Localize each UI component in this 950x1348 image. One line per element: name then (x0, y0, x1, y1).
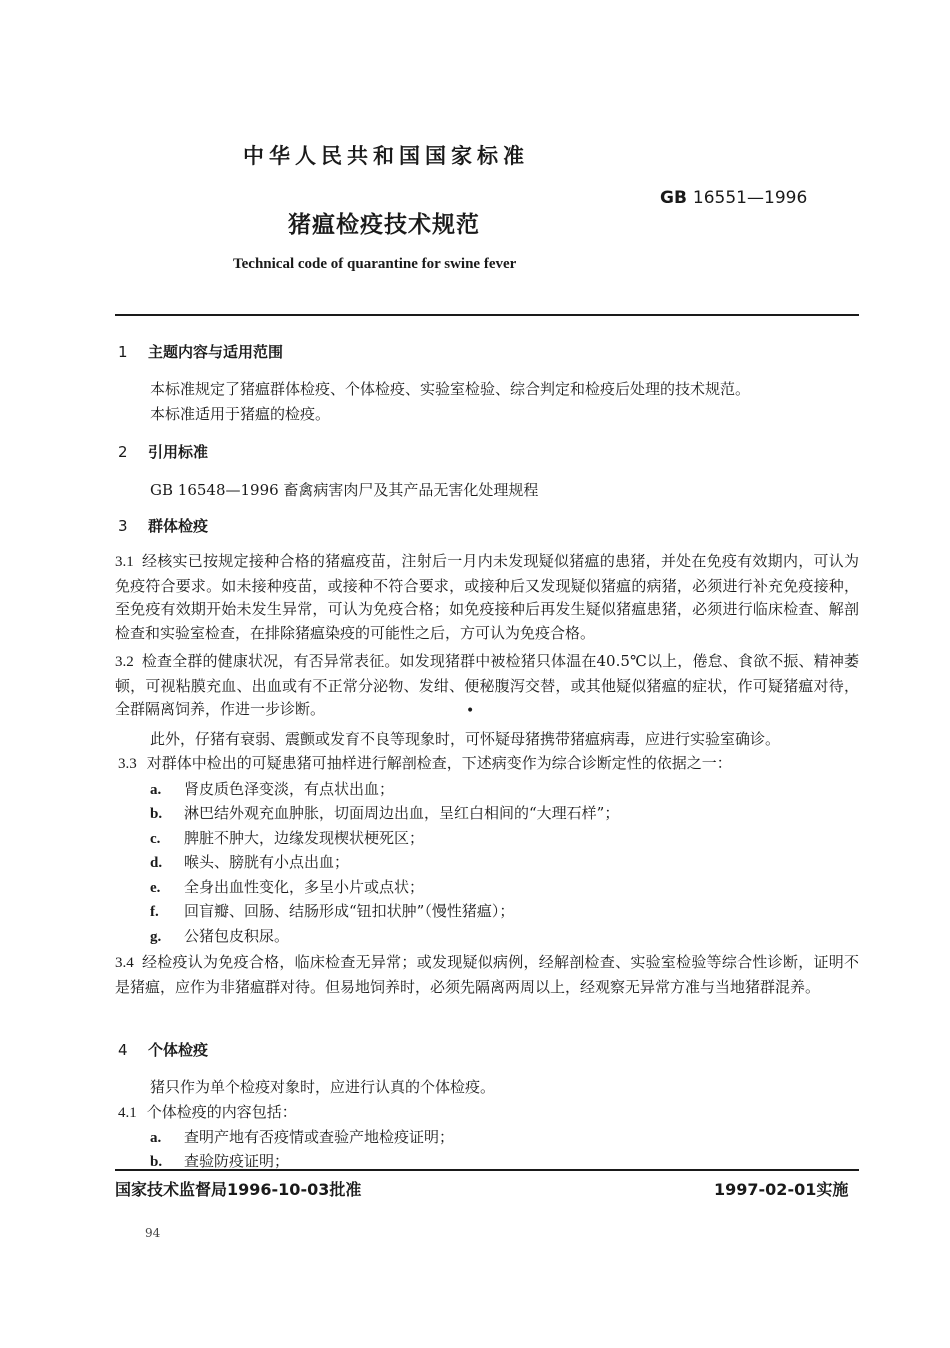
clause-3-3-text: 对群体中检出的可疑患猪可抽样进行解剖检查，下述病变作为综合诊断定性的依据之一： (146, 754, 732, 772)
list-item (150, 1126, 454, 1147)
list-text: 全身出血性变化，多呈小片或点状； (184, 878, 425, 896)
list-marker: b. (150, 806, 163, 822)
list-marker: f. (150, 904, 159, 920)
clause-3-4 (115, 951, 859, 999)
section-2-title: 引用标准 (148, 443, 209, 461)
clause-4-1-number: 4.1 (118, 1105, 137, 1121)
list-item (150, 876, 424, 897)
section-1-number: 1 (118, 343, 128, 361)
section-1-paragraph-1: 本标准规定了猪瘟群体检疫、个体检疫、实验室检验、综合判定和检疫后处理的技术规范。 (150, 380, 751, 398)
clause-3-1-text: 经核实已按规定接种合格的猪瘟疫苗，注射后一月内未发现疑似猪瘟的患猪，并处在免疫有效期内，可认为免疫符合要求。如未接种疫苗，或接种不符合要求，或接种后又发现疑似猪瘟的病猪，必须进行补充免疫接种，至免疫有效期开始未发生异常，可认为免疫合格；如免疫接种后再发生疑似猪瘟患猪，必须进行临床检查、解剖检查和实验室检查，在排除猪瘟染疫的可能性之后，方可认为免疫合格。 (115, 552, 859, 642)
list-item (150, 1150, 289, 1171)
list-item (150, 900, 514, 921)
reference-standard: GB 16548—1996 畜禽病害肉尸及其产品无害化处理规程 (150, 481, 539, 499)
section-2-number: 2 (118, 443, 128, 461)
document-title-cn: 猪瘟检疫技术规范 (288, 212, 480, 238)
effective-date: 1997-02-01实施 (714, 1180, 849, 1199)
clause-4-1 (118, 1101, 297, 1122)
list-item (150, 925, 289, 946)
section-1-title: 主题内容与适用范围 (148, 343, 284, 361)
list-item (150, 851, 349, 872)
list-text: 回盲瓣、回肠、结肠形成“钮扣状肿”（慢性猪瘟）； (184, 902, 515, 920)
list-item (150, 827, 424, 848)
list-text: 喉头、膀胱有小点出血； (184, 853, 350, 871)
page-number: 94 (145, 1226, 161, 1240)
clause-3-4-number: 3.4 (115, 955, 134, 971)
section-3-number: 3 (118, 517, 128, 535)
list-text: 肾皮质色泽变淡，有点状出血； (184, 780, 395, 798)
document-title-en: Technical code of quarantine for swine fever (233, 256, 517, 272)
list-marker: b. (150, 1154, 163, 1170)
standard-code (660, 188, 807, 208)
section-4-title: 个体检疫 (148, 1041, 209, 1059)
header-rule (115, 314, 859, 316)
section-1-paragraph-2: 本标准适用于猪瘟的检疫。 (150, 405, 331, 423)
clause-3-2 (115, 650, 859, 722)
list-marker: g. (150, 929, 162, 945)
clause-3-2-extra: 此外，仔猪有衰弱、震颤或发育不良等现象时，可怀疑母猪携带猪瘟病毒，应进行实验室确诊。 (150, 730, 781, 748)
clause-3-3-number: 3.3 (118, 756, 137, 772)
standard-code-number: 16551—1996 (692, 188, 808, 208)
footer-rule (115, 1169, 859, 1171)
clause-3-1-number: 3.1 (115, 554, 134, 570)
section-2-heading (118, 441, 208, 462)
section-3-title: 群体检疫 (148, 517, 209, 535)
clause-3-4-text: 经检疫认为免疫合格，临床检查无异常；或发现疑似病例，经解剖检查、实验室检验等综合性诊断，证明不是猪瘟，应作为非猪瘟群对待。但易地饲养时，必须先隔离两周以上，经观察无异常方准与当地猪群混养。 (115, 953, 859, 996)
list-text: 查验防疫证明； (184, 1152, 290, 1170)
standard-org-title: 中华人民共和国国家标准 (243, 144, 529, 168)
clause-3-2-number: 3.2 (115, 654, 134, 670)
list-marker: a. (150, 1130, 162, 1146)
clause-3-1 (115, 550, 859, 645)
list-text: 脾脏不肿大，边缘发现楔状梗死区； (184, 829, 425, 847)
section-1-heading (118, 341, 283, 362)
list-text: 查明产地有否疫情或查验产地检疫证明； (184, 1128, 455, 1146)
stray-dot-mark: • (466, 703, 475, 719)
list-text: 公猪包皮积尿。 (184, 927, 290, 945)
clause-3-3 (118, 752, 732, 773)
approval-statement: 国家技术监督局1996-10-03批准 (115, 1180, 362, 1199)
list-marker: d. (150, 855, 163, 871)
clause-4-1-text: 个体检疫的内容包括： (146, 1103, 297, 1121)
list-item (150, 778, 394, 799)
list-marker: e. (150, 880, 161, 896)
section-3-heading (118, 515, 208, 536)
section-4-heading (118, 1039, 208, 1060)
list-marker: a. (150, 782, 162, 798)
list-item (150, 802, 619, 823)
section-4-intro: 猪只作为单个检疫对象时，应进行认真的个体检疫。 (150, 1078, 496, 1096)
section-4-number: 4 (118, 1041, 128, 1059)
standard-code-prefix: GB (660, 188, 687, 208)
list-marker: c. (150, 831, 161, 847)
clause-3-2-text: 检查全群的健康状况，有否异常表征。如发现猪群中被检猪只体温在40.5℃以上，倦怠、食欲不振、精神萎顿，可视粘膜充血、出血或有不正常分泌物、发绀、便秘腹泻交替，或其他疑似猪瘟的症状，作可疑猪瘟对待，全群隔离饲养，作进一步诊断。 (115, 652, 859, 718)
list-text: 淋巴结外观充血肿胀，切面周边出血，呈红白相间的“大理石样”； (184, 804, 620, 822)
